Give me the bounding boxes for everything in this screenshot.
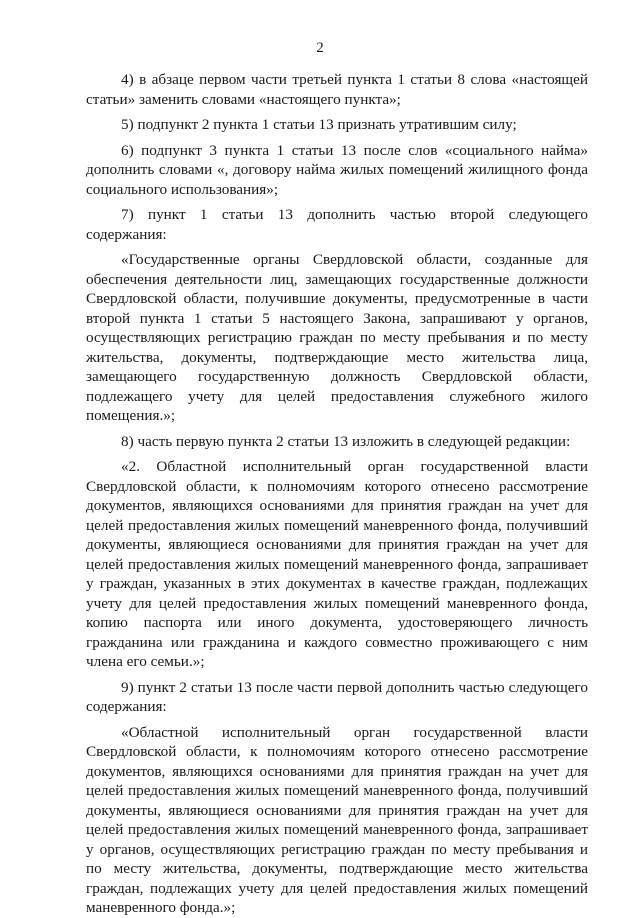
paragraph-item-9: 9) пункт 2 статьи 13 после части первой дополнить частью следующего содержания:: [86, 678, 588, 715]
paragraph-item-7: 7) пункт 1 статьи 13 дополнить частью второй следующего содержания:: [86, 206, 588, 243]
paragraph-item-6: 6) подпункт 3 пункта 1 статьи 13 после слов «социального найма» дополнить словами «, договору найма жилых помещений жилищного фонда социального использования»;: [86, 141, 588, 198]
paragraph-item-4: 4) в абзаце первом части третьей пункта 1 статьи 8 слова «настоящей статьи» заменить словами «настоящего пункта»;: [86, 71, 588, 108]
paragraph-item-5: 5) подпункт 2 пункта 1 статьи 13 признать утратившим силу;: [121, 116, 517, 133]
quoted-text-item-7: «Государственные органы Свердловской области, созданные для обеспечения деятельности лиц, замещающих государственные должности Свердловской области, получившие документы, предусмотренные в части второй пункта 1 статьи 5 настоящего Закона, запрашивают у органов, осуществляющих регистрацию граждан по месту пребывания и по месту жительства, документы, подтверждающие место жительства лица, замещающего государственную должность Свердловской области, подлежащего учету для целей предоставления служебного жилого помещения.»;: [86, 251, 588, 424]
page-number: 2: [316, 40, 324, 56]
document-body: [86, 70, 588, 918]
quoted-text-item-8: «2. Областной исполнительный орган государственной власти Свердловской области, к полномочиям которого отнесено рассмотрение документов, являющихся основаниями для принятия граждан на учет для целей предоставления жилых помещений маневренного фонда, получивший документы, являющиеся основаниями для принятия граждан на учет для целей предоставления жилых помещений маневренного фонда, запрашивает у граждан, указанных в этих документах в качестве граждан, подлежащих учету для целей предоставления жилых помещений маневренного фонда, копию паспорта или иного документа, удостоверяющего личность гражданина или гражданина и каждого совместно проживающего с ним члена его семьи.»;: [86, 458, 588, 670]
quoted-text-item-9: «Областной исполнительный орган государственной власти Свердловской области, к полномочиям которого отнесено рассмотрение документов, являющихся основаниями для принятия граждан на учет для целей предоставления жилых помещений маневренного фонда, получивший документы, являющиеся основаниями для принятия граждан на учет для целей предоставления жилых помещений маневренного фонда, запрашивает у органов, осуществляющих регистрацию граждан по месту пребывания и по месту жительства, документы, подтверждающие место жительства граждан, подлежащих учету для целей предоставления жилых помещений маневренного фонда.»;: [86, 723, 588, 916]
paragraph-item-8: 8) часть первую пункта 2 статьи 13 изложить в следующей редакции:: [121, 432, 571, 450]
